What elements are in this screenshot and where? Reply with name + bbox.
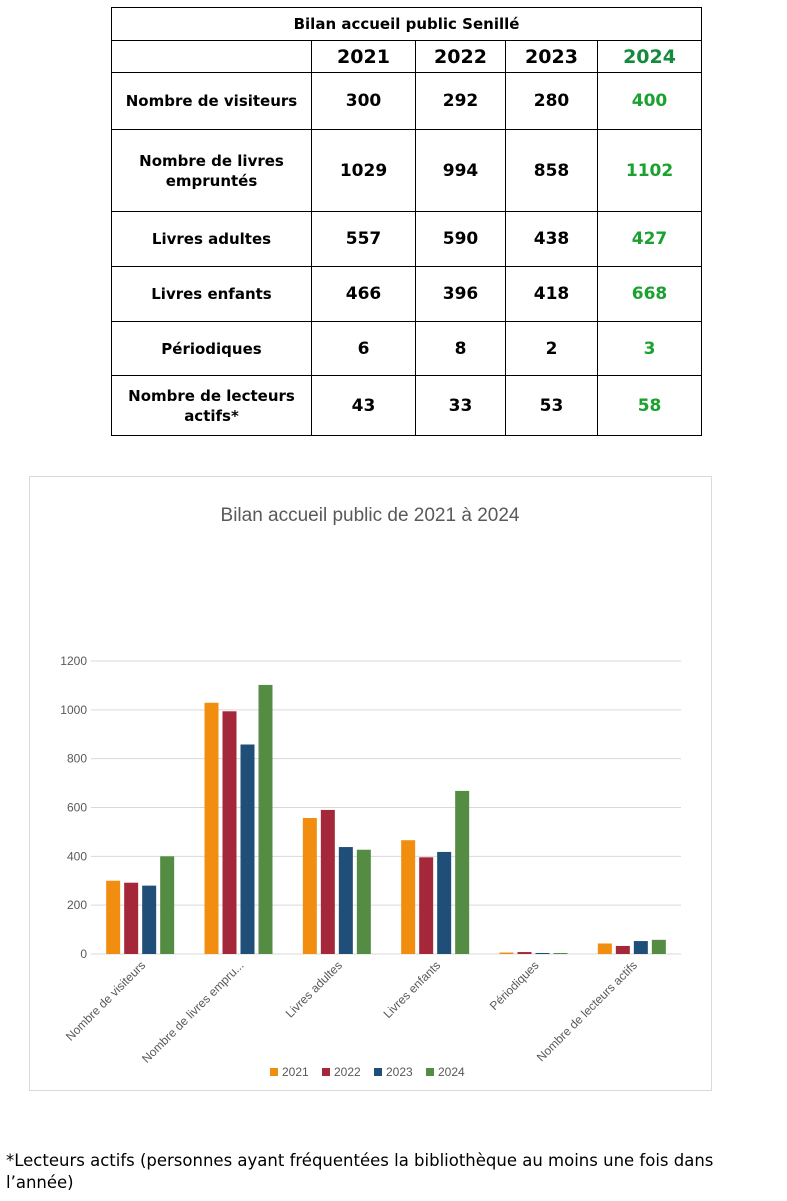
x-category-label: Nombre de visiteurs xyxy=(62,958,149,1044)
y-tick-label: 800 xyxy=(66,751,87,766)
table-row xyxy=(112,376,702,436)
bar-chart xyxy=(30,477,711,1090)
gridlines xyxy=(91,661,681,954)
table-cell: 557 xyxy=(312,212,416,267)
table-cell: 280 xyxy=(506,73,598,130)
row-label: Nombre de livres empruntés xyxy=(112,130,312,212)
x-category-label: Livres enfants xyxy=(380,958,444,1021)
bar-2021-0 xyxy=(106,881,120,954)
bar-2023-1 xyxy=(241,745,255,954)
bar-2021-5 xyxy=(598,944,612,954)
table-cell: 590 xyxy=(416,212,506,267)
chart-frame xyxy=(29,476,712,1091)
y-tick-label: 0 xyxy=(80,947,87,961)
x-category-label: Livres adultes xyxy=(282,958,345,1021)
footnote: *Lecteurs actifs (personnes ayant fréquentées la bibliothèque au moins une fois dans l’année) xyxy=(6,1151,714,1192)
legend-label: 2022 xyxy=(334,1065,361,1079)
table-cell: 1102 xyxy=(598,130,702,212)
bars xyxy=(106,685,666,954)
y-tick-label: 1200 xyxy=(60,654,87,668)
bar-2023-2 xyxy=(339,847,353,954)
y-tick-label: 600 xyxy=(66,800,87,815)
x-axis-categories xyxy=(63,958,640,1066)
table-cell: 43 xyxy=(312,376,416,436)
bar-2022-3 xyxy=(419,857,433,954)
bar-2023-5 xyxy=(634,941,648,954)
bar-2023-4 xyxy=(536,953,550,954)
legend-label: 2024 xyxy=(438,1065,465,1079)
legend-swatch xyxy=(322,1068,330,1076)
table-cell: 427 xyxy=(598,212,702,267)
table-cell: 438 xyxy=(506,212,598,267)
table-cell: 58 xyxy=(598,376,702,436)
table-cell: 8 xyxy=(416,322,506,376)
table-row xyxy=(112,212,702,267)
bar-2024-0 xyxy=(160,856,174,954)
y-tick-label: 1000 xyxy=(60,702,87,717)
bar-2024-1 xyxy=(259,685,273,954)
bar-2022-0 xyxy=(124,883,138,954)
legend-swatch xyxy=(270,1068,278,1076)
year-header: 2021 xyxy=(312,41,416,73)
table-row xyxy=(112,267,702,322)
table-cell: 300 xyxy=(312,73,416,130)
table-cell: 53 xyxy=(506,376,598,436)
table-cell: 3 xyxy=(598,322,702,376)
row-label: Livres enfants xyxy=(112,267,312,322)
row-label: Livres adultes xyxy=(112,212,312,267)
year-header: 2024 xyxy=(598,41,702,73)
row-label: Nombre de visiteurs xyxy=(112,73,312,130)
bar-2024-4 xyxy=(554,953,568,954)
bar-2024-3 xyxy=(455,791,469,954)
y-tick-label: 200 xyxy=(66,898,87,913)
bar-2022-1 xyxy=(223,711,237,954)
table-cell: 1029 xyxy=(312,130,416,212)
bar-2021-1 xyxy=(205,703,219,954)
table-row xyxy=(112,130,702,212)
table-cell: 6 xyxy=(312,322,416,376)
stats-table xyxy=(111,7,702,436)
legend-swatch xyxy=(374,1068,382,1076)
bar-2023-3 xyxy=(437,852,451,954)
y-axis-ticks xyxy=(60,654,87,961)
bar-2022-5 xyxy=(616,946,630,954)
year-header: 2023 xyxy=(506,41,598,73)
year-header-row xyxy=(112,41,702,73)
table-cell: 466 xyxy=(312,267,416,322)
row-label: Périodiques xyxy=(112,322,312,376)
table-cell: 292 xyxy=(416,73,506,130)
legend-swatch xyxy=(426,1068,434,1076)
x-category-label: Nombre de livres empru... xyxy=(139,958,247,1066)
bar-2022-2 xyxy=(321,810,335,954)
table-row xyxy=(112,322,702,376)
table-cell: 2 xyxy=(506,322,598,376)
legend-label: 2023 xyxy=(386,1065,413,1079)
table-cell: 400 xyxy=(598,73,702,130)
table-cell: 33 xyxy=(416,376,506,436)
bar-2021-4 xyxy=(500,953,514,954)
corner-cell xyxy=(112,41,312,73)
row-label: Nombre de lecteurs actifs* xyxy=(112,376,312,436)
table-cell: 994 xyxy=(416,130,506,212)
y-tick-label: 400 xyxy=(66,849,87,864)
chart-title: Bilan accueil public de 2021 à 2024 xyxy=(220,505,520,526)
year-header: 2022 xyxy=(416,41,506,73)
legend xyxy=(270,1065,465,1079)
bar-2021-3 xyxy=(401,840,415,954)
bar-2021-2 xyxy=(303,818,317,954)
bar-2022-4 xyxy=(518,952,532,954)
bar-2024-2 xyxy=(357,850,371,954)
table-title: Bilan accueil public Senillé xyxy=(112,8,702,41)
table-cell: 668 xyxy=(598,267,702,322)
bar-2024-5 xyxy=(652,940,666,954)
table-cell: 858 xyxy=(506,130,598,212)
bar-2023-0 xyxy=(142,886,156,954)
table-row xyxy=(112,73,702,130)
x-category-label: Périodiques xyxy=(486,958,542,1013)
legend-label: 2021 xyxy=(282,1065,309,1079)
x-category-label: Nombre de lecteurs actifs xyxy=(533,958,640,1065)
table-cell: 418 xyxy=(506,267,598,322)
table-cell: 396 xyxy=(416,267,506,322)
